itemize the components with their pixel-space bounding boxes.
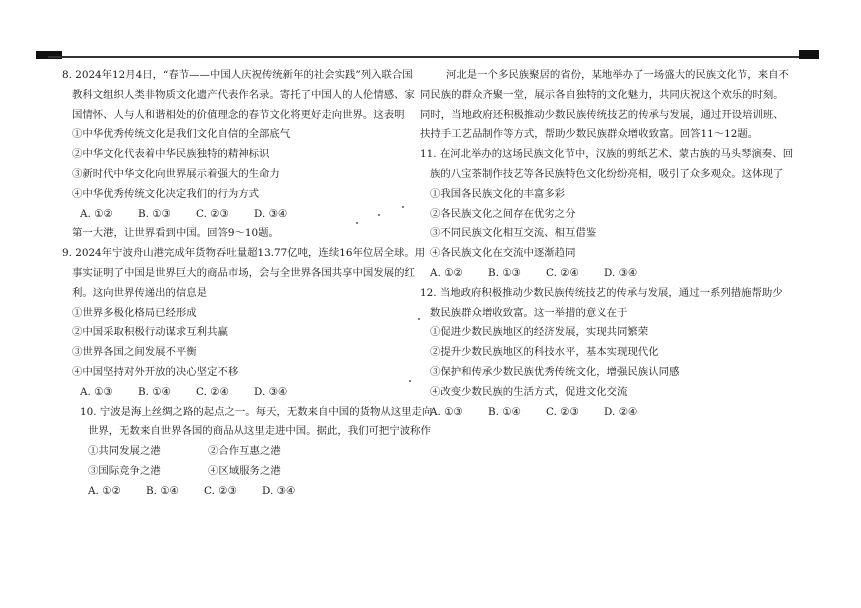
q12-item: ②提升少数民族地区的科技水平，基本实现现代化	[430, 346, 659, 359]
q9-options	[62, 383, 432, 403]
q11-item: ②各民族文化之间存在优劣之分	[430, 207, 576, 220]
question-9	[62, 244, 432, 402]
option-b: B. ①③	[138, 207, 171, 220]
q8-stem-line: 教科文组织人类非物质文化遗产代表作名录。寄托了中国人的人伦情感、家	[72, 88, 415, 101]
option-d: D. ③④	[262, 484, 296, 497]
question-12	[420, 284, 800, 423]
question-11	[420, 145, 800, 284]
option-b: B. ①④	[146, 484, 179, 497]
q8-item: ③新时代中华文化向世界展示着强大的生命力	[72, 167, 280, 180]
q9-stem-line: 利。这向世界传递出的信息是	[72, 286, 208, 299]
scan-speck	[409, 380, 411, 382]
q9-item: ③世界各国之间发展不平衡	[72, 346, 197, 359]
q9-stem-line: 9. 2024年宁波舟山港完成年货物吞吐量超13.77亿吨，连续16年位居全球。用	[62, 247, 426, 260]
q12-item: ③保护和传承少数民族优秀传统文化，增强民族认同感	[430, 365, 680, 378]
q10-item: ④区域服务之港	[208, 464, 281, 477]
intro-line: 同时，当地政府还积极推动少数民族传统技艺的传承与发展，通过开设培训班、	[420, 108, 784, 121]
q12-stem-line: 12. 当地政府积极推动少数民族传统技艺的传承与发展，通过一系列措施帮助少	[420, 286, 783, 299]
header-rule	[48, 56, 810, 58]
intro-9-10: 第一大港，让世界看到中国。回答9～10题。	[72, 227, 279, 240]
q10-item-row	[62, 442, 432, 462]
q9-item: ④中国坚持对外开放的决心坚定不移	[72, 365, 239, 378]
q10-item-row	[62, 462, 432, 482]
option-c: C. ②③	[196, 207, 229, 220]
q10-stem-line: 10. 宁波是海上丝绸之路的起点之一。每天，无数来自中国的货物从这里走向	[80, 405, 433, 418]
option-c: C. ②④	[196, 385, 229, 398]
scan-speck	[378, 214, 380, 216]
q8-stem-line: 8. 2024年12月4日，“春节——中国人庆祝传统新年的社会实践”列入联合国	[62, 69, 413, 81]
q8-stem-line: 国情怀、人与人和谐相处的价值理念的春节文化将更好走向世界。这表明	[72, 108, 405, 121]
intro-line: 扶持手工艺品制作等方式，帮助少数民族群众增收致富。回答11～12题。	[420, 128, 759, 141]
intro-line: 同民族的群众齐聚一堂，展示各自独特的文化魅力，共同庆祝这个欢乐的时刻。	[420, 88, 784, 101]
q11-item: ④各民族文化在交流中逐渐趋同	[430, 247, 576, 260]
option-d: D. ③④	[254, 385, 288, 398]
q8-options	[62, 205, 432, 225]
scan-speck	[418, 318, 420, 320]
q10-item: ③国际竞争之港	[88, 464, 161, 477]
option-a: A. ①②	[80, 207, 113, 220]
scan-mark-right	[799, 50, 819, 59]
right-column	[420, 66, 800, 422]
q11-item: ③不同民族文化相互交流、相互借鉴	[430, 227, 597, 240]
q10-item: ②合作互惠之港	[208, 445, 281, 458]
q8-item: ④中华优秀传统文化决定我们的行为方式	[72, 187, 260, 200]
intro-line: 河北是一个多民族聚居的省份，某地举办了一场盛大的民族文化节，来自不	[446, 69, 789, 81]
q10-item: ①共同发展之港	[88, 445, 161, 458]
question-10	[62, 403, 432, 502]
option-d: D. ③④	[254, 207, 288, 220]
option-a: A. ①③	[430, 405, 463, 418]
option-a: A. ①②	[430, 266, 463, 279]
q9-item: ②中国采取积极行动谋求互利共赢	[72, 326, 228, 339]
option-d: D. ②④	[604, 405, 638, 418]
q11-stem-line: 11. 在河北举办的这场民族文化节中，汉族的剪纸艺术、蒙古族的马头琴演奏、回	[420, 148, 794, 161]
left-column	[62, 66, 432, 502]
option-c: C. ②③	[546, 405, 579, 418]
q10-stem-line: 世界，无数来自世界各国的商品从这里走进中国。据此，我们可把宁波称作	[88, 425, 431, 438]
question-8	[62, 66, 432, 224]
option-c: C. ②④	[546, 266, 579, 279]
option-c: C. ②③	[204, 484, 237, 497]
option-b: B. ①③	[488, 266, 521, 279]
q10-options	[62, 482, 432, 502]
q11-stem-line: 族的八宝茶制作技艺等各民族特色文化纷纷亮相，吸引了众多观众。这体现了	[430, 167, 784, 180]
q11-item: ①我国各民族文化的丰富多彩	[430, 187, 566, 200]
q12-options	[420, 403, 800, 423]
intro-11-12	[420, 66, 800, 145]
q12-item: ①促进少数民族地区的经济发展，实现共同繁荣	[430, 326, 649, 339]
option-b: B. ①④	[138, 385, 171, 398]
scan-speck	[402, 206, 404, 208]
option-d: D. ③④	[604, 266, 638, 279]
q12-stem-line: 数民族群众增收致富。这一举措的意义在于	[430, 306, 628, 319]
q12-item: ④改变少数民族的生活方式，促进文化交流	[430, 385, 628, 398]
q8-item: ②中华文化代表着中华民族独特的精神标识	[72, 148, 270, 161]
q9-stem-line: 事实证明了中国是世界巨大的商品市场，会与全世界各国共享中国发展的红	[72, 266, 415, 279]
q11-options	[420, 264, 800, 284]
option-a: A. ①③	[80, 385, 113, 398]
q9-item: ①世界多极化格局已经形成	[72, 306, 197, 319]
option-a: A. ①②	[88, 484, 121, 497]
option-b: B. ①④	[488, 405, 521, 418]
q8-item: ①中华优秀传统文化是我们文化自信的全部底气	[72, 128, 291, 141]
scan-speck	[356, 222, 358, 224]
